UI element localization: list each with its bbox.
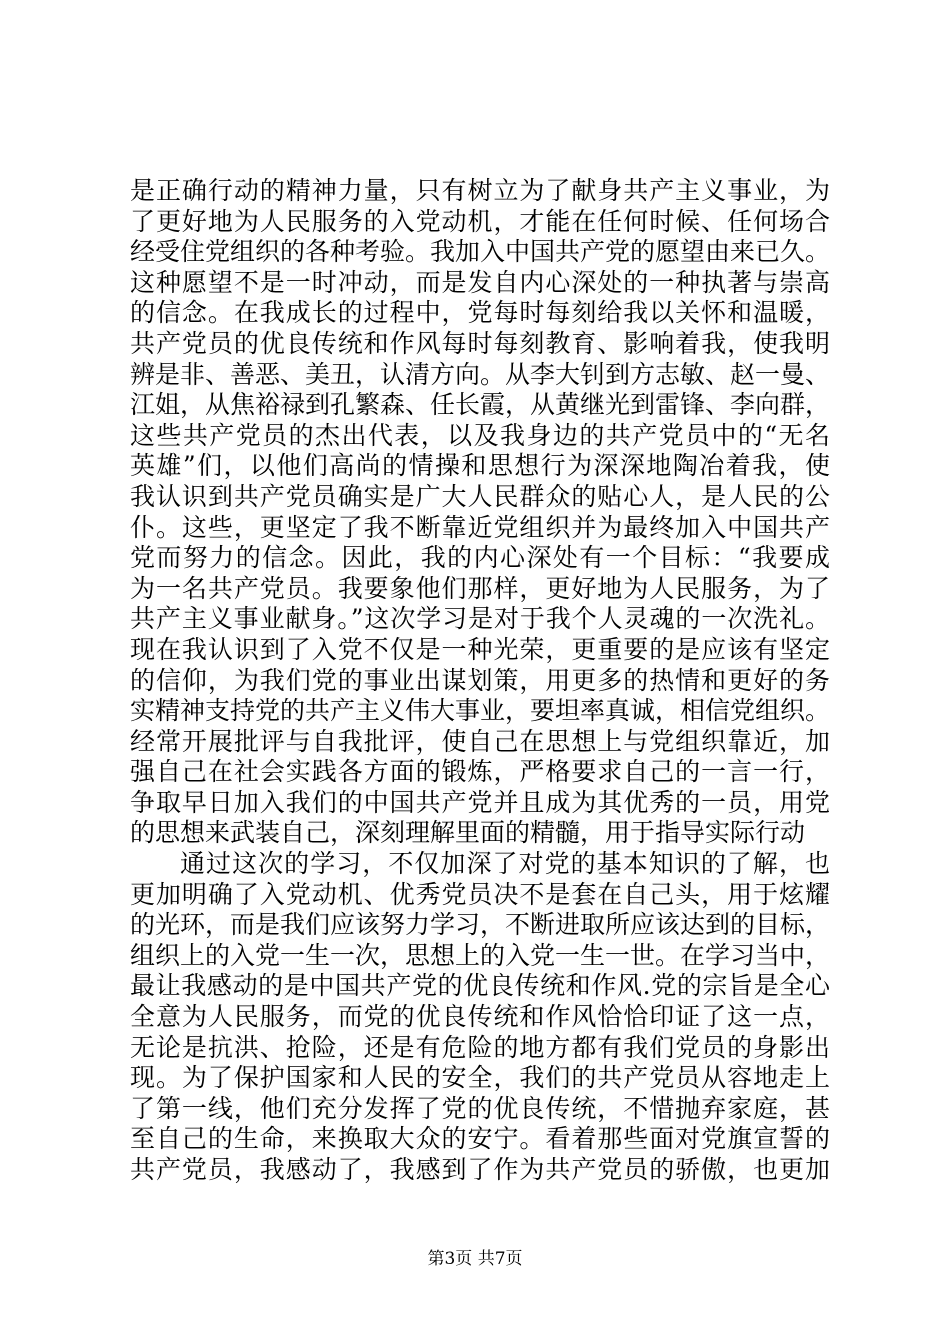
text-line: 的光环，而是我们应该努力学习，不断进取所应该达到的目标， xyxy=(130,910,830,940)
text-line: 是正确行动的精神力量，只有树立为了献身共产主义事业，为 xyxy=(130,176,830,205)
text-line: 无论是抗洪、抢险，还是有危险的地方都有我们党员的身影出 xyxy=(130,1032,830,1062)
text-line: 的信念。在我成长的过程中，党每时每刻给我以关怀和温暖， xyxy=(130,298,830,328)
text-line: 为一名共产党员。我要象他们那样，更好地为人民服务，为了 xyxy=(130,573,830,603)
text-line: 强自己在社会实践各方面的锻炼，严格要求自己的一言一行， xyxy=(130,757,830,787)
text-line: 全意为人民服务，而党的优良传统和作风恰恰印证了这一点， xyxy=(130,1002,830,1032)
text-line: 共产主义事业献身。”这次学习是对于我个人灵魂的一次洗礼。 xyxy=(130,604,830,634)
text-line: 现。为了保护国家和人民的安全，我们的共产党员从容地走上 xyxy=(130,1063,830,1093)
text-line: 英雄”们，以他们高尚的情操和思想行为深深地陶冶着我，使 xyxy=(130,451,830,481)
page-number-footer: 第3页 共7页 xyxy=(427,1249,523,1269)
text-line: 的思想来武装自己，深刻理解里面的精髓，用于指导实际行动 xyxy=(130,818,806,848)
text-line: 经常开展批评与自我批评，使自己在思想上与党组织靠近，加 xyxy=(130,726,830,756)
text-line: 辨是非、善恶、美丑，认清方向。从李大钊到方志敏、赵一曼、 xyxy=(130,359,830,389)
text-line: 了更好地为人民服务的入党动机，才能在任何时候、任何场合 xyxy=(130,206,830,236)
text-line: 仆。这些，更坚定了我不断靠近党组织并为最终加入中国共产 xyxy=(130,512,830,542)
text-line: 江姐，从焦裕禄到孔繁森、任长霞，从黄继光到雷锋、李向群， xyxy=(130,390,830,420)
text-line: 组织上的入党一生一次，思想上的入党一生一世。在学习当中， xyxy=(130,940,830,970)
text-line: 更加明确了入党动机、优秀党员决不是套在自己头，用于炫耀 xyxy=(130,879,830,909)
text-line: 党而努力的信念。因此，我的内心深处有一个目标：“我要成 xyxy=(130,543,830,573)
paragraph-start-line: 通过这次的学习，不仅加深了对党的基本知识的了解，也 xyxy=(180,849,830,879)
text-line: 实精神支持党的共产主义伟大事业，要坦率真诚，相信党组织。 xyxy=(130,696,830,726)
text-line: 的信仰，为我们党的事业出谋划策，用更多的热情和更好的务 xyxy=(130,665,830,695)
text-line: 至自己的生命，来换取大众的安宁。看着那些面对党旗宣誓的 xyxy=(130,1124,830,1154)
text-line: 了第一线，他们充分发挥了党的优良传统，不惜抛弃家庭，甚 xyxy=(130,1093,830,1123)
text-line: 这些共产党员的杰出代表，以及我身边的共产党员中的“无名 xyxy=(130,420,830,450)
text-line: 现在我认识到了入党不仅是一种光荣，更重要的是应该有坚定 xyxy=(130,634,830,664)
text-line: 这种愿望不是一时冲动，而是发自内心深处的一种执著与崇高 xyxy=(130,267,830,297)
text-line: 争取早日加入我们的中国共产党并且成为其优秀的一员，用党 xyxy=(130,787,830,817)
text-line: 共产党员的优良传统和作风每时每刻教育、影响着我，使我明 xyxy=(130,328,830,358)
document-body xyxy=(130,176,830,1186)
text-line: 最让我感动的是中国共产党的优良传统和作风.党的宗旨是全心 xyxy=(130,971,830,1001)
text-line: 共产党员，我感动了，我感到了作为共产党员的骄傲，也更加 xyxy=(130,1155,830,1184)
text-line: 我认识到共产党员确实是广大人民群众的贴心人，是人民的公 xyxy=(130,481,830,511)
text-line: 经受住党组织的各种考验。我加入中国共产党的愿望由来已久。 xyxy=(130,237,830,267)
